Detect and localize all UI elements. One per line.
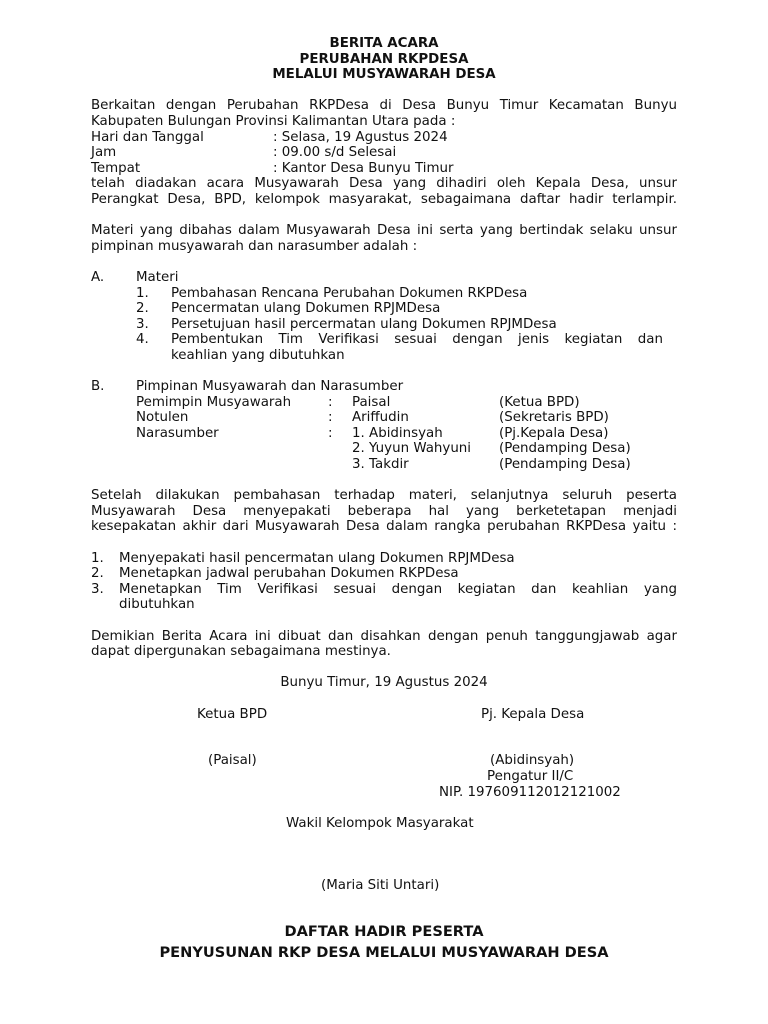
left-signatory-name: (Paisal) xyxy=(208,753,257,769)
list-number: 2. xyxy=(91,566,104,582)
list-text: dibutuhkan xyxy=(119,597,195,613)
document-header xyxy=(91,36,677,83)
leader-colon: : xyxy=(328,394,333,410)
leader-colon xyxy=(328,441,352,457)
list-item-continued xyxy=(91,597,677,613)
list-number: 3. xyxy=(91,581,104,597)
closing-line: Demikian Berita Acara ini dibuat dan disahkan dengan penuh tanggungjawab agar xyxy=(91,628,677,644)
leader-role: Pemimpin Musyawarah xyxy=(136,394,292,410)
right-signatory-title: Pj. Kepala Desa xyxy=(481,706,585,722)
intro-line: Berkaitan dengan Perubahan RKPDesa di Desa Bunyu Timur Kecamatan Bunyu xyxy=(91,98,677,114)
leader-row xyxy=(91,441,677,457)
leader-position: (Pendamping Desa) xyxy=(499,457,631,473)
info-row xyxy=(91,145,677,161)
leader-row xyxy=(91,410,677,426)
right-signatory-name: (Abidinsyah) xyxy=(490,753,575,769)
attendance-header xyxy=(91,921,677,963)
info-value: : 09.00 s/d Selesai xyxy=(273,145,397,161)
materi-intro-paragraph xyxy=(91,223,677,254)
held-paragraph xyxy=(91,176,677,207)
header-subtitle-2: MELALUI MUSYAWARAH DESA xyxy=(272,67,496,83)
document-page xyxy=(91,36,677,963)
info-value: : Selasa, 19 Agustus 2024 xyxy=(273,129,448,145)
leader-position: (Ketua BPD) xyxy=(499,394,580,410)
info-row xyxy=(91,161,677,177)
list-item-continued xyxy=(91,348,677,364)
attendance-subtitle: PENYUSUNAN RKP DESA MELALUI MUSYAWARAH DESA xyxy=(159,944,609,962)
attendance-title: DAFTAR HADIR PESERTA xyxy=(284,923,484,941)
discussion-line: Setelah dilakukan pembahasan terhadap materi, selanjutnya seluruh peserta xyxy=(91,488,677,504)
meeting-info xyxy=(91,130,677,177)
list-item xyxy=(91,551,677,567)
section-a xyxy=(91,270,677,364)
discussion-line: Musyawarah Desa menyepakati beberapa hal yang berketetapan menjadi xyxy=(91,503,677,519)
list-text: Pencermatan ulang Dokumen RPJMDesa xyxy=(171,301,441,317)
leader-position: (Pj.Kepala Desa) xyxy=(499,425,609,441)
list-text: Menetapkan jadwal perubahan Dokumen RKPDesa xyxy=(119,566,459,582)
leader-name: 2. Yuyun Wahyuni xyxy=(352,441,472,457)
info-label: Tempat xyxy=(91,160,141,176)
section-letter: A. xyxy=(91,269,105,285)
section-title: Pimpinan Musyawarah dan Narasumber xyxy=(136,379,404,395)
leader-position: (Sekretaris BPD) xyxy=(499,410,609,426)
discussion-line: kesepakatan akhir dari Musyawarah Desa dalam rangka perubahan RKPDesa yaitu : xyxy=(91,519,677,535)
list-item xyxy=(91,566,677,582)
list-item xyxy=(91,286,677,302)
leader-name: 3. Takdir xyxy=(352,457,409,473)
list-item xyxy=(91,317,677,333)
signature-block xyxy=(91,675,677,893)
leader-role: Notulen xyxy=(136,410,189,426)
leader-colon: : xyxy=(328,425,333,441)
leader-role xyxy=(136,457,328,473)
list-text: Persetujuan hasil percermatan ulang Dokumen RPJMDesa xyxy=(171,316,557,332)
closing-paragraph xyxy=(91,629,677,660)
info-row xyxy=(91,130,677,146)
leader-name: Paisal xyxy=(352,394,391,410)
leader-name: 1. Abidinsyah xyxy=(352,425,443,441)
leader-role xyxy=(136,441,328,457)
materi-intro-line: Materi yang dibahas dalam Musyawarah Desa ini serta yang bertindak selaku unsur xyxy=(91,223,677,239)
section-b xyxy=(91,379,677,473)
list-item xyxy=(91,332,677,348)
discussion-paragraph xyxy=(91,488,677,535)
list-item xyxy=(91,301,677,317)
leader-name: Ariffudin xyxy=(352,410,409,426)
leader-colon: : xyxy=(328,410,333,426)
list-item xyxy=(91,582,677,598)
list-number: 4. xyxy=(136,332,149,348)
list-number: 2. xyxy=(136,301,149,317)
leader-row xyxy=(91,426,677,442)
held-line: Perangkat Desa, BPD, kelompok masyarakat, sebagaimana daftar hadir terlampir. xyxy=(91,191,677,207)
list-text: keahlian yang dibutuhkan xyxy=(171,347,345,363)
list-text: Menyepakati hasil pencermatan ulang Dokumen RPJMDesa xyxy=(119,550,515,566)
list-text: Pembahasan Rencana Perubahan Dokumen RKPDesa xyxy=(171,285,528,301)
list-number: 1. xyxy=(136,285,149,301)
place-date: Bunyu Timur, 19 Agustus 2024 xyxy=(280,675,488,691)
decisions-list xyxy=(91,551,677,613)
leader-row xyxy=(91,457,677,473)
right-signatory-nip: NIP. 197609112012121002 xyxy=(439,784,621,800)
header-title: BERITA ACARA xyxy=(329,36,439,51)
header-subtitle: PERUBAHAN RKPDESA xyxy=(299,51,469,67)
held-line: telah diadakan acara Musyawarah Desa yang dihadiri oleh Kepala Desa, unsur xyxy=(91,176,677,192)
materi-intro-line: pimpinan musyawarah dan narasumber adalah : xyxy=(91,238,418,254)
community-signatory-title: Wakil Kelompok Masyarakat xyxy=(286,815,474,831)
section-title: Materi xyxy=(136,269,179,285)
section-letter: B. xyxy=(91,379,105,395)
intro-line: Kabupaten Bulungan Provinsi Kalimantan Utara pada : xyxy=(91,113,456,129)
right-signatory-rank: Pengatur II/C xyxy=(487,768,574,784)
list-number: 1. xyxy=(91,550,104,566)
info-label: Hari dan Tanggal xyxy=(91,129,204,145)
leader-colon xyxy=(328,457,352,473)
list-text: Menetapkan Tim Verifikasi sesuai dengan kegiatan dan keahlian yang xyxy=(119,581,677,597)
info-label: Jam xyxy=(91,145,117,161)
left-signatory-title: Ketua BPD xyxy=(197,706,268,722)
leader-position: (Pendamping Desa) xyxy=(499,441,631,457)
closing-line: dapat dipergunakan sebagaimana mestinya. xyxy=(91,644,391,660)
leader-role: Narasumber xyxy=(136,425,219,441)
leader-row xyxy=(91,395,677,411)
community-signatory-name: (Maria Siti Untari) xyxy=(321,878,440,894)
list-text: Pembentukan Tim Verifikasi sesuai dengan jenis kegiatan dan xyxy=(171,332,663,348)
info-value: : Kantor Desa Bunyu Timur xyxy=(273,160,454,176)
list-number: 3. xyxy=(136,316,149,332)
intro-paragraph xyxy=(91,98,677,129)
